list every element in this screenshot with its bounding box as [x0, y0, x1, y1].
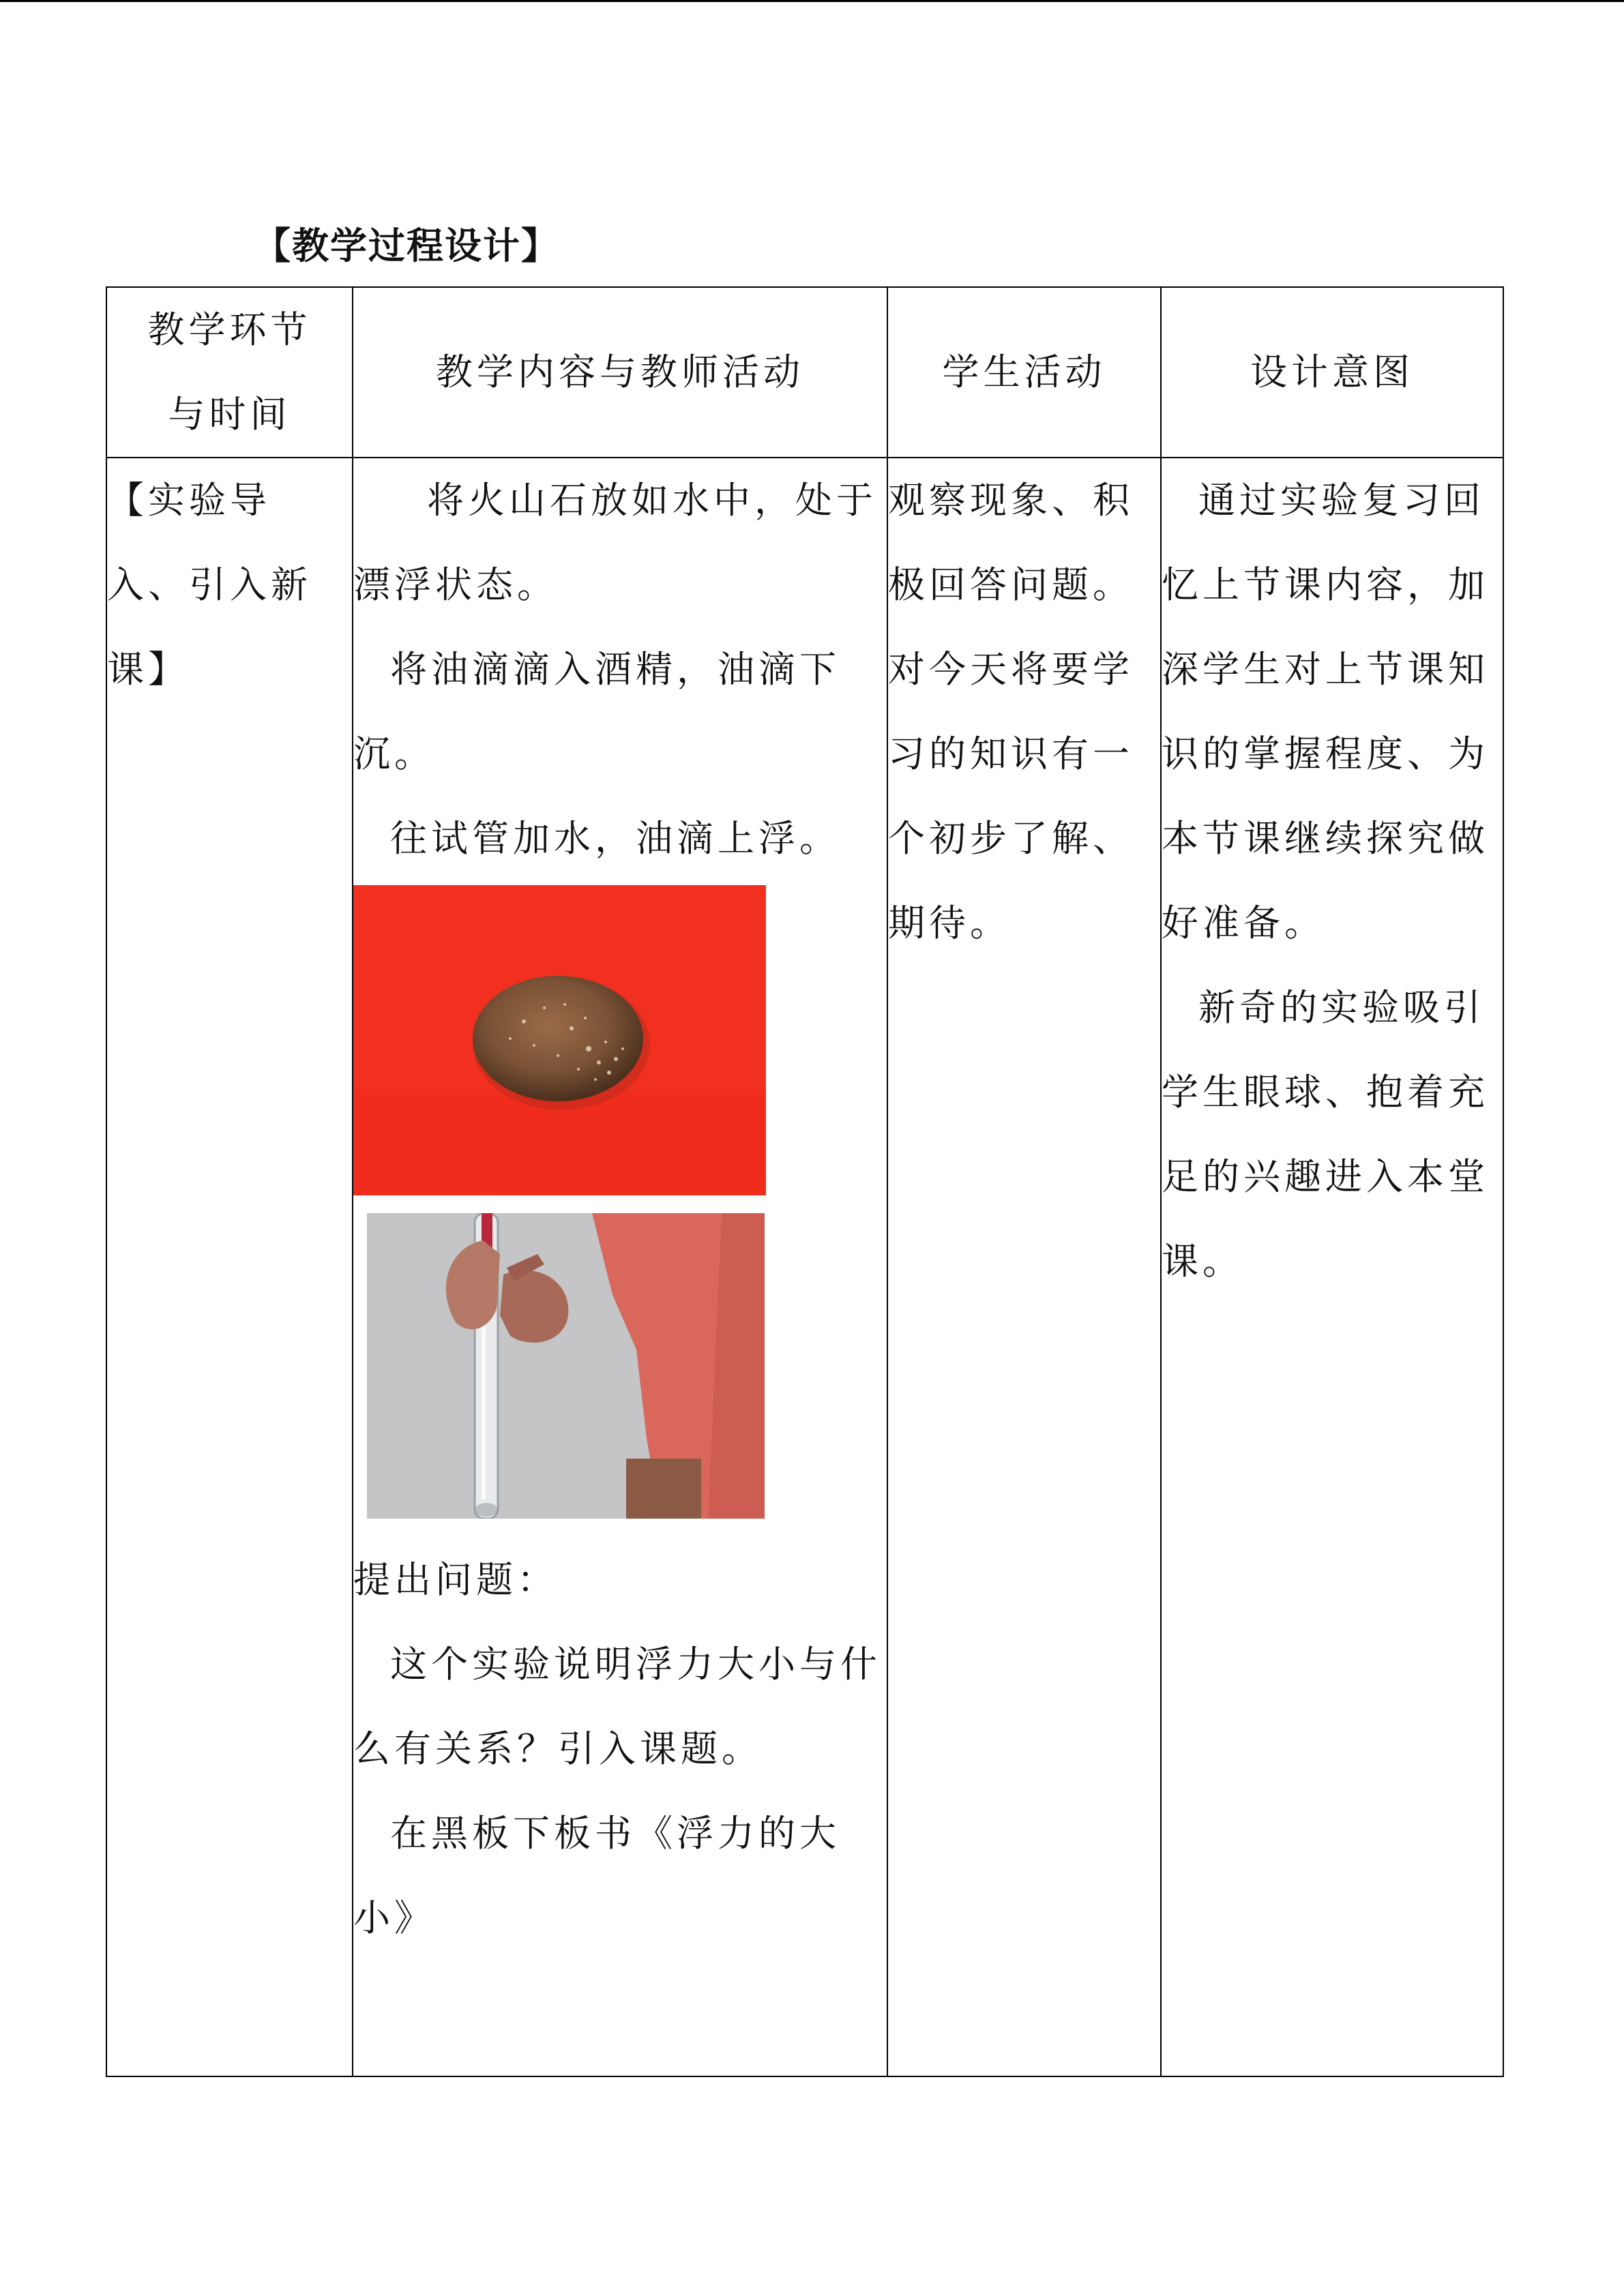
- section-heading: 【教学过程设计】: [254, 224, 559, 267]
- header-stage-line1: 教学环节: [147, 308, 312, 351]
- intent-paragraph: 通过实验复习回忆上节课内容，加深学生对上节课知识的掌握程度、为本节课继续探究做好准备。: [1162, 479, 1489, 944]
- content-paragraph: 往试管加水，油滴上浮。: [390, 817, 840, 860]
- content-paragraph: 这个实验说明浮力大小与什么有关系？引入课题。: [353, 1643, 881, 1770]
- header-content: 教学内容与教师活动: [353, 287, 887, 458]
- student-activity-text: 观察现象、积极回答问题。对今天将要学习的知识有一个初步了解、期待。: [888, 479, 1134, 944]
- test-tube-photo: [367, 1213, 765, 1519]
- header-student: 学生活动: [887, 287, 1161, 458]
- teaching-process-table: [106, 286, 1504, 2077]
- content-paragraph: 将油滴滴入酒精，油滴下沉。: [353, 648, 840, 775]
- header-intent: 设计意图: [1161, 287, 1503, 458]
- volcanic-rock-photo: [353, 885, 766, 1195]
- question-label: 提出问题：: [353, 1558, 558, 1601]
- student-activity-cell: [887, 458, 1161, 2076]
- table-row: [106, 458, 1503, 2076]
- table-header-row: [106, 287, 1503, 458]
- header-stage-line2: 与时间: [168, 393, 291, 436]
- content-paragraph: 将火山石放如水中，处于漂浮状态。: [353, 479, 877, 606]
- stage-line: 【实验导: [107, 479, 271, 522]
- design-intent-cell: [1161, 458, 1503, 2076]
- content-paragraph: 在黑板下板书《浮力的大小》: [353, 1812, 840, 1939]
- stage-line: 入、引入新: [107, 563, 312, 606]
- stage-cell: [106, 458, 353, 2076]
- content-cell: [353, 458, 887, 2076]
- header-stage-time: [106, 287, 353, 458]
- intent-paragraph: 新奇的实验吸引学生眼球、抱着充足的兴趣进入本堂课。: [1162, 986, 1489, 1283]
- stage-line: 课】: [107, 648, 189, 691]
- top-rule: [0, 0, 1624, 2]
